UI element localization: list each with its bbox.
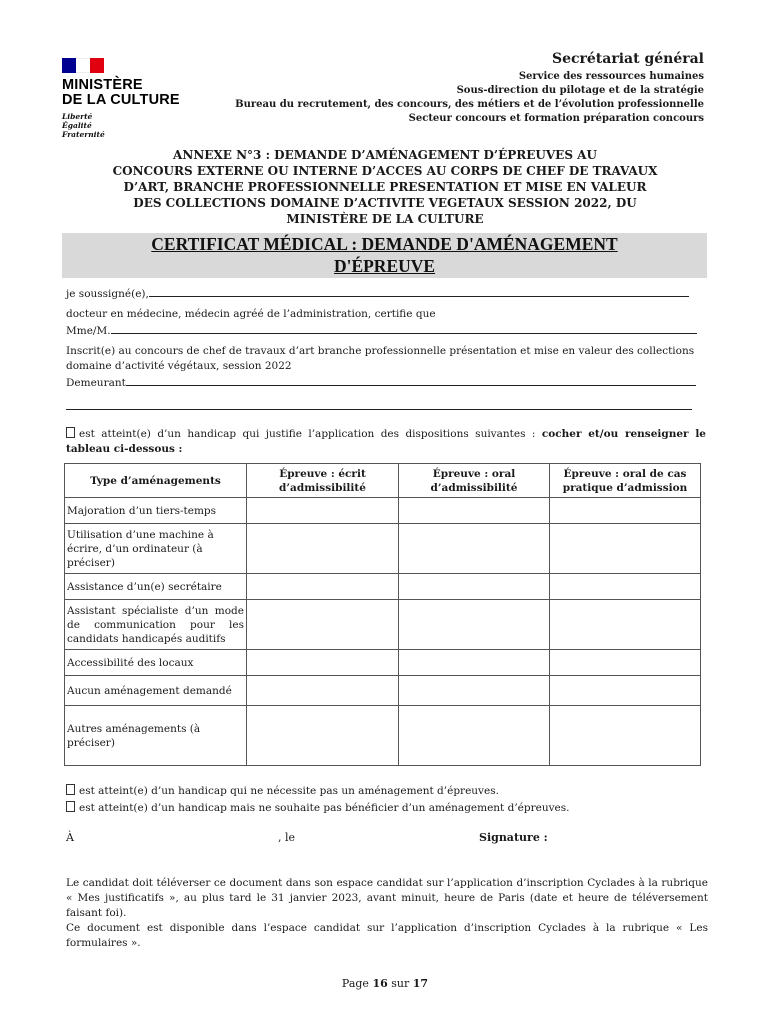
docteur-line: docteur en médecine, médecin agréé de l’administration, certifie que xyxy=(66,308,436,320)
name-blank[interactable] xyxy=(149,285,689,297)
row-label: Assistance d’un(e) secrétaire xyxy=(65,574,247,600)
table-row xyxy=(65,706,701,766)
service-line: Bureau du recrutement, des concours, des métiers et de l’évolution professionnelle xyxy=(235,99,704,110)
ministry-logo xyxy=(62,58,180,139)
availability-note: Ce document est disponible dans l’espace candidat sur l’application d’inscription Cyclades à la rubrique « Les formulaires ». xyxy=(66,922,708,949)
table-cell[interactable] xyxy=(550,676,701,706)
issuing-service-header xyxy=(235,51,704,126)
row-label: Accessibilité des locaux xyxy=(65,650,247,676)
footer-notes xyxy=(66,876,708,951)
date-label: , le xyxy=(278,831,296,844)
patient-name-blank[interactable] xyxy=(111,322,697,334)
table-cell[interactable] xyxy=(247,650,399,676)
table-cell[interactable] xyxy=(247,524,399,574)
secretariat-title: Secrétariat général xyxy=(551,51,704,67)
table-cell[interactable] xyxy=(550,524,701,574)
handicap-checkbox[interactable] xyxy=(66,427,75,438)
table-cell[interactable] xyxy=(550,574,701,600)
table-cell[interactable] xyxy=(399,498,550,524)
row-label: Autres aménagements (à préciser) xyxy=(65,706,247,766)
table-header: Épreuve : oral d’admissibilité xyxy=(399,464,550,498)
signature-line xyxy=(66,830,706,845)
table-cell[interactable] xyxy=(550,600,701,650)
table-header: Type d’aménagements xyxy=(65,464,247,498)
address-blank-2[interactable] xyxy=(66,396,692,410)
row-label: Aucun aménagement demandé xyxy=(65,676,247,706)
table-cell[interactable] xyxy=(247,574,399,600)
table-row xyxy=(65,498,701,524)
row-label: Majoration d’un tiers-temps xyxy=(65,498,247,524)
annex-title: ANNEXE N°3 : DEMANDE D’AMÉNAGEMENT D’ÉPREUVES AU CONCOURS EXTERNE OU INTERNE D’ACCES AU CORPS DE CHEF DE TRAVAUX D’ART, BRANCHE PROFESSIONNELLE PRESENTATION ET MISE EN VALEUR DES COLLECTIONS DOMAINE D’ACTIVITE VEGETAUX SESSION 2022, DU MINISTÈRE DE LA CULTURE xyxy=(112,148,658,226)
inscrit-paragraph: Inscrit(e) au concours de chef de travaux d’art branche professionnelle présentation et mise en valeur des collections domaine d’activité végétaux, session 2022 xyxy=(66,345,695,372)
handicap-statement: est atteint(e) d’un handicap qui justifie l’application des dispositions suivantes : cocher et/ou renseigner le tableau ci-dessous : xyxy=(66,428,706,455)
table-header-row xyxy=(65,464,701,498)
table-row xyxy=(65,650,701,676)
table-header: Épreuve : écrit d’admissibilité xyxy=(247,464,399,498)
page-number: Page 16 sur 17 xyxy=(341,977,429,990)
soussigne-line: je soussigné(e), xyxy=(66,285,706,302)
table-cell[interactable] xyxy=(550,498,701,524)
table-cell[interactable] xyxy=(399,706,550,766)
table-cell[interactable] xyxy=(550,650,701,676)
row-label: Utilisation d’une machine à écrire, d’un ordinateur (à préciser) xyxy=(65,524,247,574)
service-line: Sous-direction du pilotage et de la stratégie xyxy=(456,85,704,96)
table-row xyxy=(65,574,701,600)
place-label: À xyxy=(66,831,74,844)
certificate-title: CERTIFICAT MÉDICAL : DEMANDE D'AMÉNAGEMENT D'ÉPREUVE xyxy=(62,233,707,278)
patient-line: Mme/M. xyxy=(66,322,706,339)
check-declines-accommodation: est atteint(e) d’un handicap mais ne souhaite pas bénéficier d’un aménagement d’épreuves. xyxy=(66,801,706,816)
table-cell[interactable] xyxy=(399,524,550,574)
upload-instruction: Le candidat doit téléverser ce document dans son espace candidat sur l’application d’inscription Cyclades à la rubrique « Mes justificatifs », au plus tard le 31 janvier 2023, avant minuit, heure de Paris (date et heure de téléversement faisant foi). xyxy=(66,877,708,919)
demeurant-line: Demeurant xyxy=(66,374,706,391)
address-blank[interactable] xyxy=(126,374,696,386)
table-cell[interactable] xyxy=(550,706,701,766)
no-accommodation-checkbox[interactable] xyxy=(66,784,75,795)
table-cell[interactable] xyxy=(247,498,399,524)
table-cell[interactable] xyxy=(247,676,399,706)
republic-motto: Liberté Égalité Fraternité xyxy=(62,112,105,139)
table-cell[interactable] xyxy=(399,600,550,650)
table-cell[interactable] xyxy=(399,650,550,676)
table-cell[interactable] xyxy=(399,574,550,600)
table-row xyxy=(65,676,701,706)
table-cell[interactable] xyxy=(247,706,399,766)
service-line: Service des ressources humaines xyxy=(518,71,704,82)
table-row xyxy=(65,600,701,650)
service-line: Secteur concours et formation préparation concours xyxy=(408,113,704,124)
declines-accommodation-checkbox[interactable] xyxy=(66,801,75,812)
table-cell[interactable] xyxy=(399,676,550,706)
accommodations-table xyxy=(64,463,701,766)
check-no-accommodation: est atteint(e) d’un handicap qui ne nécessite pas un aménagement d’épreuves. xyxy=(66,784,706,799)
signature-label: Signature : xyxy=(479,831,548,844)
table-header: Épreuve : oral de cas pratique d’admission xyxy=(550,464,701,498)
row-label: Assistant spécialiste d’un mode de communication pour les candidats handicapés auditifs xyxy=(65,600,247,650)
republic-flag-icon xyxy=(62,58,104,73)
table-cell[interactable] xyxy=(247,600,399,650)
ministry-name: MINISTÈRE DE LA CULTURE xyxy=(62,77,180,108)
table-row xyxy=(65,524,701,574)
